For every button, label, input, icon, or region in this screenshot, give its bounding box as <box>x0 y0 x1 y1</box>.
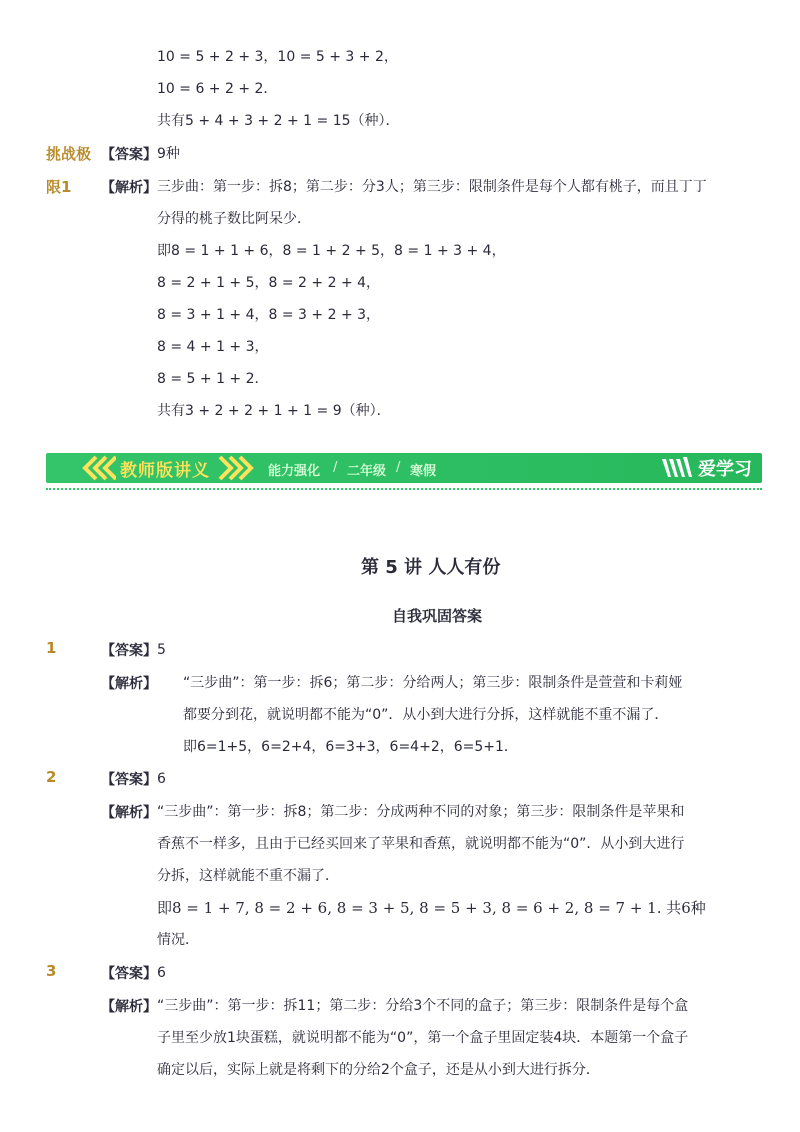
analysis-line: 分得的桃子数比阿呆少． <box>157 211 311 227</box>
analysis-line: 即8 = 1 + 7, 8 = 2 + 6, 8 = 3 + 5, 8 = 5 + 3, 8 = 6 + 2, 8 = 7 + 1. 共6种 <box>157 899 706 917</box>
analysis-line: 8 = 2 + 1 + 5，8 = 2 + 2 + 4， <box>157 275 381 291</box>
chevron-left-icon <box>76 453 116 483</box>
banner-subtitle: 寒假 <box>410 464 437 479</box>
text-line: 10 = 6 + 2 + 2． <box>157 81 278 97</box>
banner-separator: / <box>396 460 401 475</box>
banner-title: 教师版讲义 <box>120 461 210 481</box>
answer-value: 6 <box>157 965 166 981</box>
analysis-tag: 【解析】 <box>101 805 157 821</box>
text-line: 共有5 + 4 + 3 + 2 + 1 = 15（种）． <box>157 113 400 129</box>
banner-subtitle: 能力强化 <box>268 464 321 479</box>
answer-tag: 【答案】 <box>101 772 157 788</box>
chevron-right-icon <box>218 453 258 483</box>
answer-value: 6 <box>157 771 166 787</box>
analysis-tag: 【解析】 <box>101 999 157 1015</box>
analysis-line: 即6=1+5，6=2+4，6=3+3，6=4+2，6=5+1． <box>183 739 518 755</box>
analysis-line: “三步曲”：第一步：拆8；第二步：分成两种不同的对象；第三步：限制条件是苹果和 <box>157 804 685 820</box>
analysis-line: 8 = 5 + 1 + 2． <box>157 371 269 387</box>
analysis-line: 香蕉不一样多，且由于已经买回来了苹果和香蕉，就说明都不能为“0”．从小到大进行 <box>157 836 685 852</box>
lecture-title: 第 5 讲 人人有份 <box>361 557 501 578</box>
question-number: 3 <box>46 962 57 980</box>
challenge-label: 挑战极 <box>46 145 92 163</box>
analysis-line: 共有3 + 2 + 2 + 1 + 1 = 9（种）． <box>157 403 391 419</box>
text-line: 10 = 5 + 2 + 3，10 = 5 + 3 + 2， <box>157 49 398 65</box>
analysis-line: 8 = 3 + 1 + 4，8 = 3 + 2 + 3， <box>157 307 381 323</box>
dotted-divider <box>46 488 762 490</box>
analysis-line: 确定以后，实际上就是将剩下的分给2个盒子，还是从小到大进行拆分． <box>157 1062 600 1078</box>
analysis-line: 即8 = 1 + 1 + 6，8 = 1 + 2 + 5，8 = 1 + 3 + 4， <box>157 243 506 259</box>
analysis-tag: 【解析】 <box>101 676 157 692</box>
analysis-line: “三步曲”：第一步：拆11；第二步：分给3个不同的盒子；第三步：限制条件是每个盒 <box>157 998 689 1014</box>
question-number: 1 <box>46 639 57 657</box>
answer-tag: 【答案】 <box>101 966 157 982</box>
banner-subtitle: 二年级 <box>347 464 387 479</box>
answer-value: 5 <box>157 642 166 658</box>
analysis-line: 三步曲：第一步：拆8；第二步：分3人；第三步：限制条件是每个人都有桃子，而且丁丁 <box>157 179 707 195</box>
section-title: 自我巩固答案 <box>392 607 483 625</box>
analysis-line: 子里至少放1块蛋糕，就说明都不能为“0”，第一个盒子里固定装4块．本题第一个盒子 <box>157 1030 689 1046</box>
analysis-line: “三步曲”：第一步：拆6；第二步：分给两人；第三步：限制条件是萱萱和卡莉娅 <box>183 675 683 691</box>
brand-logo: 爱学习 <box>698 459 752 480</box>
analysis-line: 分拆，这样就能不重不漏了． <box>157 868 339 884</box>
analysis-line: 8 = 4 + 1 + 3， <box>157 339 269 355</box>
analysis-line: 情况． <box>157 932 199 948</box>
challenge-label-cont: 限1 <box>46 178 72 196</box>
answer-tag: 【答案】 <box>101 643 157 659</box>
analysis-tag: 【解析】 <box>101 180 157 196</box>
banner-separator: / <box>333 460 338 475</box>
analysis-line: 都要分到花，就说明都不能为“0”．从小到大进行分拆，这样就能不重不漏了． <box>183 707 669 723</box>
logo-icon <box>660 453 694 483</box>
answer-tag: 【答案】 <box>101 147 157 163</box>
answer-value: 9种 <box>157 146 180 162</box>
question-number: 2 <box>46 768 57 786</box>
